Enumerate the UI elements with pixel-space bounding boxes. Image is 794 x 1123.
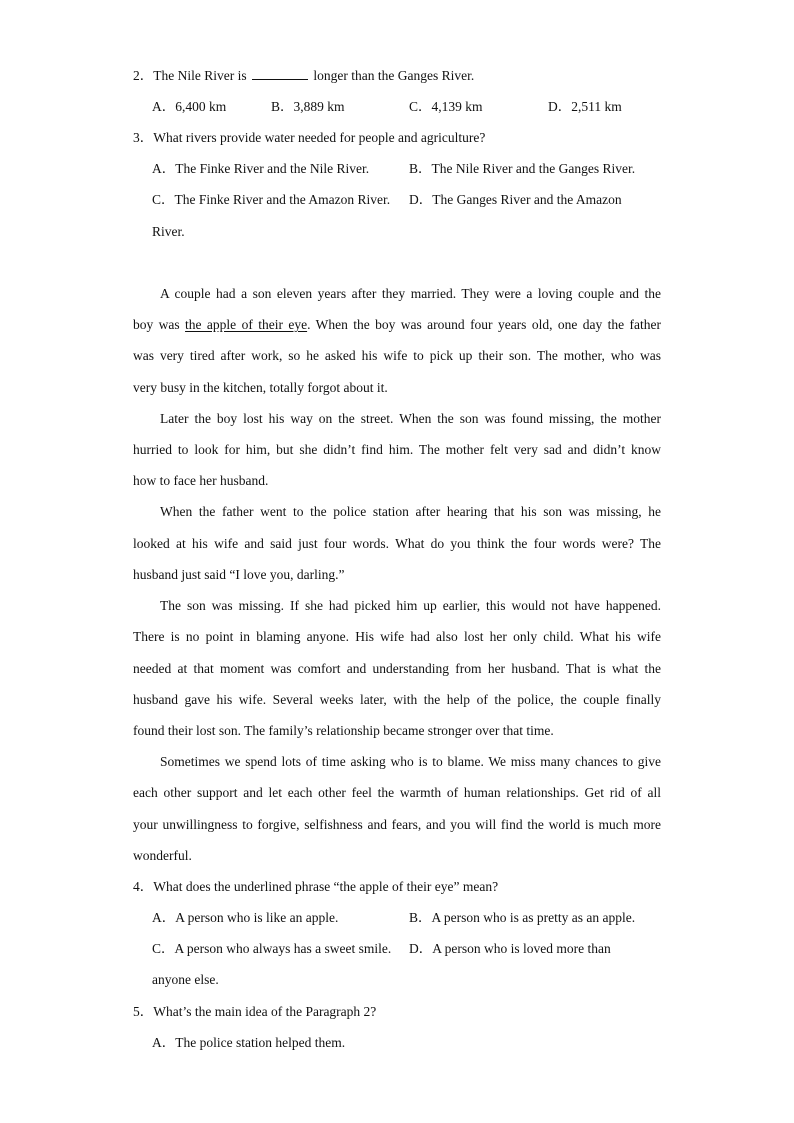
passage-p4-line-1: The son was missing. If she had picked him up earlier, this would not have happened. [160, 598, 661, 613]
underlined-phrase: the apple of their eye [185, 317, 308, 332]
question-2-option-a: A．6,400 km [152, 99, 227, 114]
passage-p3-line-2: looked at his wife and said just four words. What do you think the four words were? The [133, 536, 661, 551]
question-2-stem [133, 67, 474, 85]
passage-p5-line-3: your unwillingness to forgive, selfishness and fears, and you will find the world is much more [133, 817, 661, 832]
stem-text: The Nile River is [153, 68, 247, 83]
passage-p4-line-4: husband gave his wife. Several weeks later, with the help of the police, the couple finally [133, 692, 661, 707]
passage-p3-line-3: husband just said “I love you, darling.” [133, 567, 345, 582]
question-3-option-b: B．The Nile River and the Ganges River. [409, 161, 636, 176]
question-2-option-d: D．2,511 km [548, 99, 622, 114]
question-2-option-c: C．4,139 km [409, 99, 483, 114]
question-4-option-d: D．A person who is loved more than [409, 941, 611, 956]
question-3-stem [133, 129, 485, 147]
passage-p5-line-2: each other support and let each other feel the warmth of human relationships. Get rid of all [133, 785, 661, 800]
question-5-stem [133, 1003, 376, 1021]
question-3-option-a: A．The Finke River and the Nile River. [152, 161, 370, 176]
question-4-option-a: A．A person who is like an apple. [152, 910, 339, 925]
question-5-option-a: A．The police station helped them. [152, 1035, 346, 1050]
passage-p2-line-3: how to face her husband. [133, 473, 269, 488]
question-4-stem [133, 878, 498, 896]
text: . When the boy was around four years old, one day the father [307, 317, 661, 332]
question-4-option-d-continued: anyone else. [152, 972, 219, 987]
question-3-option-d: D．The Ganges River and the Amazon [409, 192, 622, 207]
passage-p3-line-1: When the father went to the police station after hearing that his son was missing, he [160, 504, 661, 519]
passage-p2-line-1: Later the boy lost his way on the street. When the son was found missing, the mother [160, 411, 661, 426]
question-number: 3． [133, 130, 154, 145]
question-number: 4． [133, 879, 154, 894]
passage-p4-line-5: found their lost son. The family’s relationship became stronger over that time. [133, 723, 554, 738]
passage-p2-line-2: hurried to look for him, but she didn’t find him. The mother felt very sad and didn’t know [133, 442, 661, 457]
passage-p4-line-2: There is no point in blaming anyone. His wife had also lost her only child. What his wife [133, 629, 661, 644]
question-2-option-b: B．3,889 km [271, 99, 345, 114]
stem-text: longer than the Ganges River. [313, 68, 475, 83]
passage-p4-line-3: needed at that moment was comfort and understanding from her husband. That is what the [133, 661, 661, 676]
passage-p5-line-1: Sometimes we spend lots of time asking who is to blame. We miss many chances to give [160, 754, 661, 769]
question-3-option-c: C．The Finke River and the Amazon River. [152, 192, 391, 207]
stem-text: What does the underlined phrase “the apple of their eye” mean? [153, 879, 499, 894]
passage-p1-line-3: was very tired after work, so he asked his wife to pick up their son. The mother, who was [133, 348, 661, 363]
passage-p5-line-4: wonderful. [133, 848, 192, 863]
passage-p1-line-2 [133, 316, 661, 334]
text: boy was [133, 317, 186, 332]
question-number: 2． [133, 68, 154, 83]
passage-p1-line-1: A couple had a son eleven years after they married. They were a loving couple and the [160, 286, 661, 301]
question-3-option-d-continued: River. [152, 224, 185, 239]
stem-text: What’s the main idea of the Paragraph 2? [153, 1004, 377, 1019]
question-4-option-c: C．A person who always has a sweet smile. [152, 941, 392, 956]
passage-p1-line-4: very busy in the kitchen, totally forgot about it. [133, 380, 388, 395]
stem-text: What rivers provide water needed for people and agriculture? [153, 130, 486, 145]
question-number: 5． [133, 1004, 154, 1019]
answer-blank [252, 67, 308, 80]
question-4-option-b: B．A person who is as pretty as an apple. [409, 910, 636, 925]
